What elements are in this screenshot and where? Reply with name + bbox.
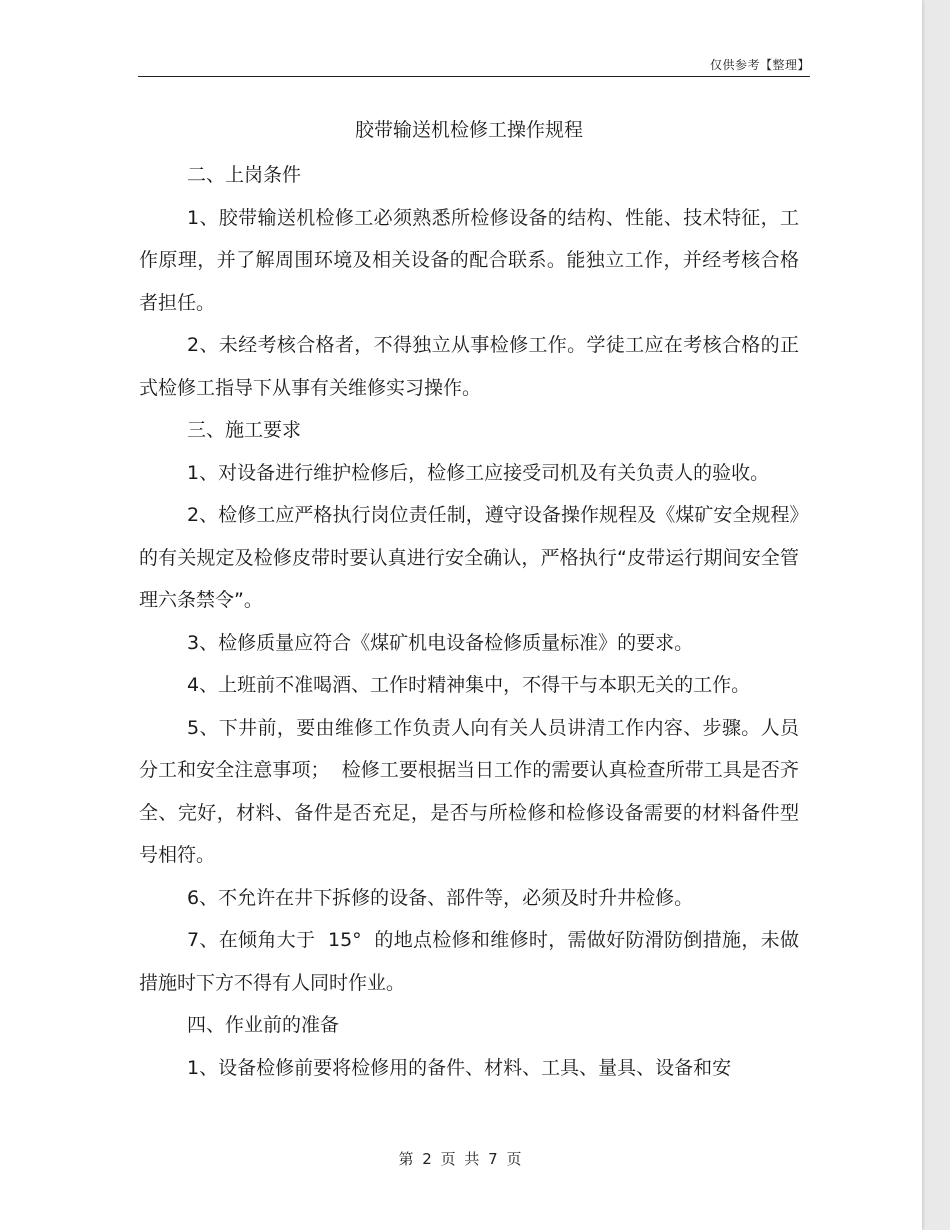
paragraph: 1、设备检修前要将检修用的备件、材料、工具、量具、设备和安	[187, 1056, 732, 1079]
paragraph: 7、在倾角大于 15° 的地点检修和维修时，需做好防滑防倒措施，未做措施时下方不得有人同时作业。	[139, 929, 799, 994]
paragraph: 4、上班前不准喝酒、工作时精神集中，不得干与本职无关的工作。	[187, 674, 751, 696]
header-note: 仅供参考【整理】	[709, 58, 810, 72]
page-number-footer: 第 2 页 共 7 页	[398, 1150, 524, 1168]
paragraph-list	[139, 154, 799, 1089]
paragraph: 2、检修工应严格执行岗位责任制，遵守设备操作规程及《煤矿安全规程》的有关规定及检修皮带时要认真进行安全确认，严格执行“皮带运行期间安全管理六条禁令”。	[139, 504, 799, 611]
paragraph: 3、检修质量应符合《煤矿机电设备检修质量标准》的要求。	[187, 631, 694, 654]
paragraph: 5、下井前，要由维修工作负责人向有关人员讲清工作内容、步骤。人员分工和安全注意事项； 检修工要根据当日工作的需要认真检查所带工具是否齐全、完好，材料、备件是否充足，是否与所检修和检修设备需要的材料备件型号相符。	[139, 716, 799, 866]
section-heading: 四、作业前的准备	[187, 1014, 340, 1036]
paragraph: 6、不允许在井下拆修的设备、部件等，必须及时升井检修。	[187, 886, 694, 909]
paragraph: 1、对设备进行维护检修后，检修工应接受司机及有关负责人的验收。	[187, 461, 770, 484]
paragraph: 1、胶带输送机检修工必须熟悉所检修设备的结构、性能、技术特征，工作原理，并了解周围环境及相关设备的配合联系。能独立工作，并经考核合格者担任。	[139, 206, 799, 314]
section-heading: 三、施工要求	[187, 419, 302, 441]
section-heading: 二、上岗条件	[187, 164, 302, 186]
paragraph: 2、未经考核合格者，不得独立从事检修工作。学徒工应在考核合格的正式检修工指导下从事有关维修实习操作。	[139, 334, 799, 399]
document-title: 胶带输送机检修工操作规程	[354, 119, 583, 141]
document-body	[139, 112, 799, 1089]
header-divider	[138, 76, 810, 77]
